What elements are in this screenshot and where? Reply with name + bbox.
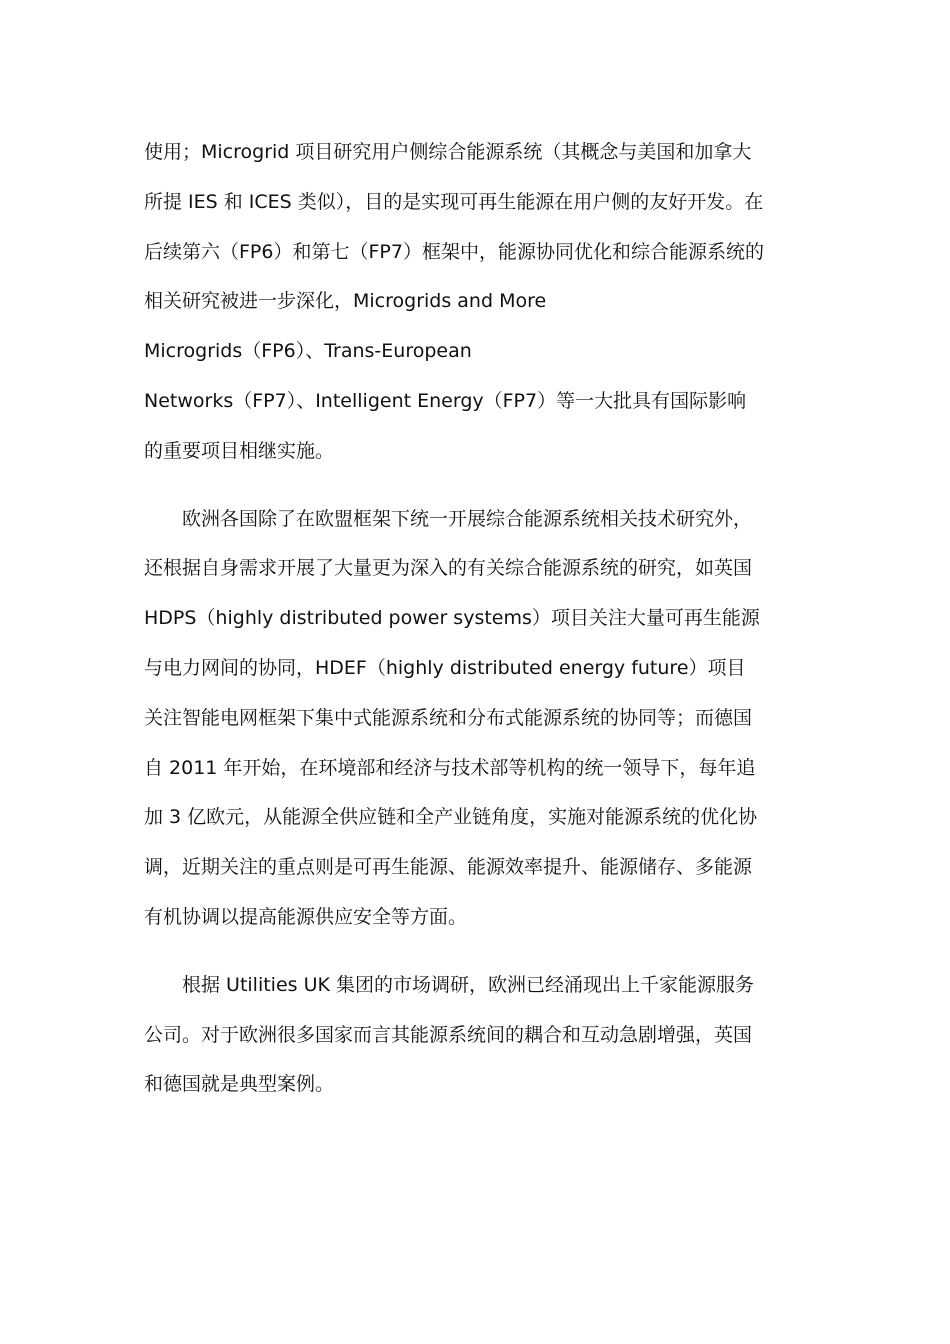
text-line: 相关研究被进一步深化，Microgrids and More: [144, 290, 547, 313]
text-line: 根据 Utilities UK 集团的市场调研，欧洲已经涌现出上千家能源服务: [182, 973, 754, 996]
text-line: 关注智能电网框架下集中式能源系统和分布式能源系统的协同等；而德国: [144, 706, 753, 729]
paragraph-2: [144, 495, 808, 943]
text-line: Microgrids（FP6）、Trans-European: [144, 340, 472, 363]
document-body: [144, 128, 808, 1110]
text-line: 欧洲各国除了在欧盟框架下统一开展综合能源系统相关技术研究外，: [182, 507, 753, 530]
paragraph-gap: [144, 943, 808, 961]
text-line: 和德国就是典型案例。: [144, 1073, 335, 1096]
text-line: 自 2011 年开始，在环境部和经济与技术部等机构的统一领导下，每年追: [144, 756, 756, 779]
paragraph-3: [144, 961, 808, 1110]
text-line: Networks（FP7）、Intelligent Energy（FP7）等一大批具有国际影响: [144, 389, 747, 412]
text-line: 后续第六（FP6）和第七（FP7）框架中，能源协同优化和综合能源系统的: [144, 240, 764, 263]
text-line: HDPS（highly distributed power systems）项目关注大量可再生能源: [144, 607, 760, 630]
paragraph-gap: [144, 477, 808, 495]
paragraph-1: [144, 128, 808, 477]
text-line: 与电力网间的协同，HDEF（highly distributed energy future）项目: [144, 656, 746, 679]
text-line: 加 3 亿欧元，从能源全供应链和全产业链角度，实施对能源系统的优化协: [144, 806, 758, 829]
text-line: 使用；Microgrid 项目研究用户侧综合能源系统（其概念与美国和加拿大: [144, 141, 752, 163]
text-line: 有机协调以提高能源供应安全等方面。: [144, 905, 468, 928]
text-line: 公司。对于欧洲很多国家而言其能源系统间的耦合和互动急剧增强，英国: [144, 1023, 753, 1046]
text-line: 的重要项目相继实施。: [144, 439, 335, 462]
text-line: 调，近期关注的重点则是可再生能源、能源效率提升、能源储存、多能源: [144, 856, 753, 879]
text-line: 所提 IES 和 ICES 类似），目的是实现可再生能源在用户侧的友好开发。在: [144, 190, 764, 213]
text-line: 还根据自身需求开展了大量更为深入的有关综合能源系统的研究，如英国: [144, 557, 753, 580]
